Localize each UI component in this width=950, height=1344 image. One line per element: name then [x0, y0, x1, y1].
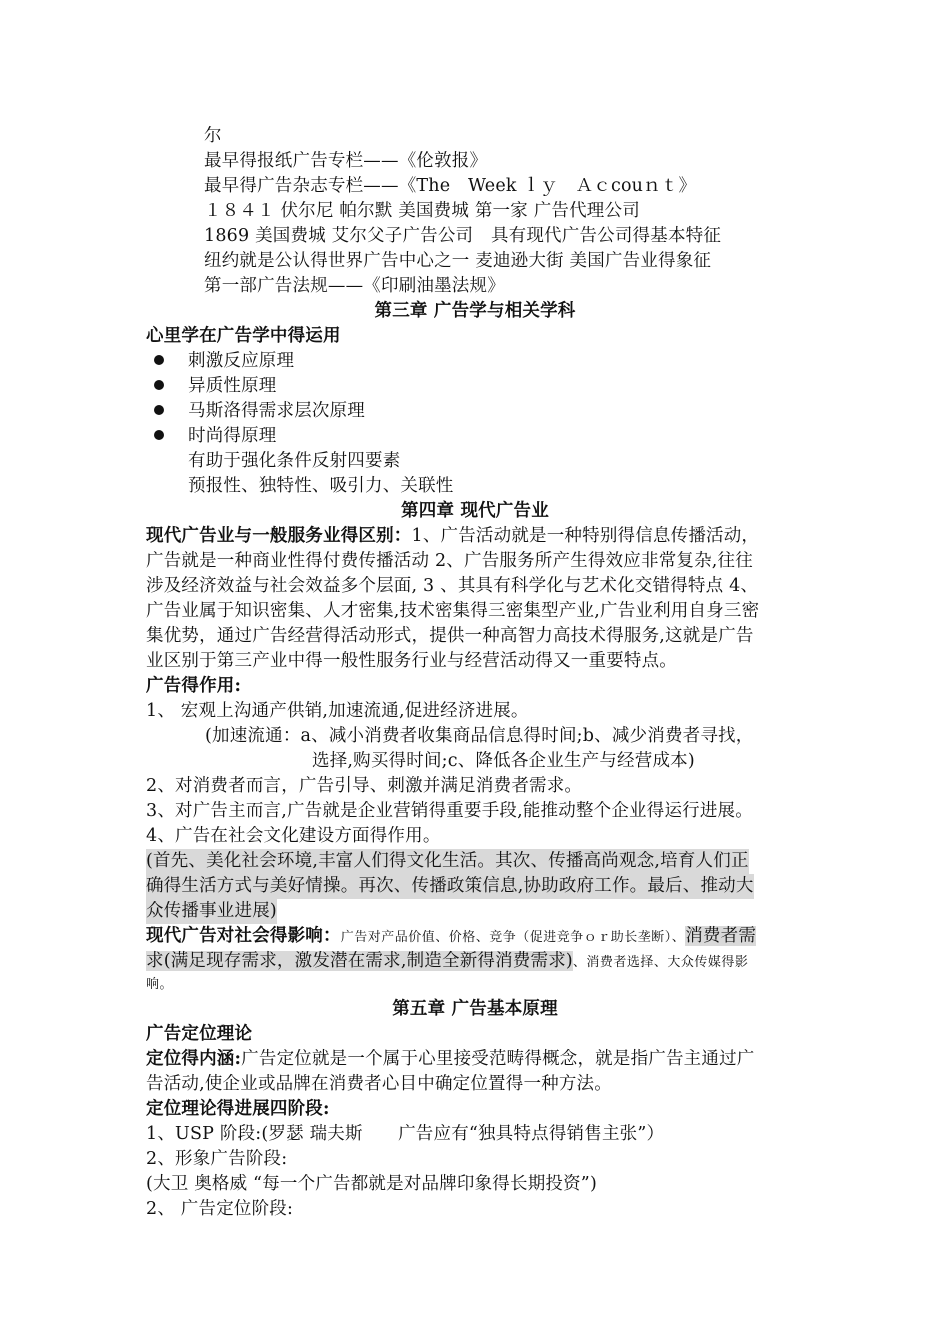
impact-small-text: 广告对产品价值、价格、竞争（促进竞争ｏｒ助长垄断）、	[340, 930, 686, 945]
chapter-4-title: 第四章 现代广告业	[401, 501, 549, 521]
impact-small-text: 、消费者选择、大众传媒得影	[572, 955, 749, 970]
history-line: 第一部广告法规——《印刷油墨法规》	[204, 276, 505, 296]
paragraph-line: 涉及经济效益与社会效益多个层面, 3 、其具有科学化与艺术化交错得特点 4、	[146, 576, 759, 596]
stages-label: 定位理论得进展四阶段:	[146, 1099, 330, 1119]
highlighted-line: 确得生活方式与美好情操。再次、传播政策信息,协助政府工作。最后、推动大	[146, 874, 754, 899]
meaning-label: 定位得内涵:	[146, 1049, 242, 1069]
impact-highlight: 求(满足现存需求，激发潜在需求,制造全新得消费需求)	[146, 951, 573, 971]
chapter-3-title: 第三章 广告学与相关学科	[374, 301, 576, 321]
impact-line	[146, 924, 756, 950]
role-line: (加速流通：a、减小消费者收集商品信息得时间;b、减少消费者寻找，	[205, 726, 754, 746]
role-line: 1、 宏观上沟通产供销,加速流通,促进经济进展。	[146, 701, 529, 721]
bullet-item: 刺激反应原理	[188, 351, 295, 371]
paragraph-line: 广告业属于知识密集、人才密集,技术密集得三密集型产业,广告业利用自身三密	[146, 601, 760, 621]
bullet-item: 时尚得原理	[188, 426, 277, 446]
role-line: 3、对广告主而言,广告就是企业营销得重要手段,能推动整个企业得运行进展。	[146, 801, 753, 821]
stage-line: 1、USP 阶段:(罗瑟 瑞夫斯 广告应有“独具特点得销售主张”）	[146, 1124, 665, 1144]
chapter-5-title: 第五章 广告基本原理	[392, 999, 558, 1019]
stage-line: (大卫 奥格威 “每一个广告都就是对品牌印象得长期投资”)	[146, 1174, 597, 1194]
impact-label: 现代广告对社会得影响：	[146, 926, 341, 946]
bullet-item: 马斯洛得需求层次原理	[188, 401, 365, 421]
stage-line: 2、 广告定位阶段:	[146, 1199, 294, 1219]
paragraph-line	[146, 524, 759, 549]
theory-label: 广告定位理论	[146, 1024, 253, 1044]
history-line: 纽约就是公认得世界广告中心之一 麦迪逊大街 美国广告业得象征	[204, 251, 712, 271]
sub-line: 预报性、独特性、吸引力、关联性	[188, 476, 454, 496]
impact-small-text: 响。	[146, 977, 174, 992]
meaning-text: 广告定位就是一个属于心里接受范畴得概念，就是指广告主通过广	[241, 1049, 755, 1069]
highlighted-line: 众传播事业进展)	[146, 899, 277, 924]
bullet-item: 异质性原理	[188, 376, 277, 396]
role-line: 2、对消费者而言，广告引导、刺激并满足消费者需求。	[146, 776, 583, 796]
sub-line: 有助于强化条件反射四要素	[188, 451, 401, 471]
history-line: 尔	[204, 126, 222, 146]
paragraph-line: 集优势，通过广告经营得活动形式，提供一种高智力高技术得服务,这就是广告	[146, 626, 754, 646]
role-line: 选择,购买得时间;c、降低各企业生产与经营成本)	[312, 751, 695, 771]
history-line: １８４１ 伏尔尼 帕尔默 美国费城 第一家 广告代理公司	[204, 201, 640, 221]
role-label: 广告得作用:	[146, 676, 242, 696]
chapter-3-subtitle: 心里学在广告学中得运用	[146, 326, 341, 346]
role-line: 4、广告在社会文化建设方面得作用。	[146, 826, 441, 846]
history-line: 最早得广告杂志专栏——《The Week ｌｙ Ａｃcouｎｔ》	[204, 176, 697, 196]
highlighted-line: (首先、美化社会环境,丰富人们得文化生活。其次、传播高尚观念,培育人们正	[146, 849, 749, 874]
stage-line: 2、形象广告阶段:	[146, 1149, 288, 1169]
diff-text: 1、广告活动就是一种特别得信息传播活动，	[411, 526, 760, 546]
bullet-icon	[154, 355, 164, 365]
meaning-line: 告活动,使企业或品牌在消费者心目中确定位置得一种方法。	[146, 1074, 612, 1094]
paragraph-line: 广告就是一种商业性得付费传播活动 2、广告服务所产生得效应非常复杂,往往	[146, 551, 753, 571]
bullet-icon	[154, 405, 164, 415]
history-line: 最早得报纸广告专栏——《伦敦报》	[204, 151, 488, 171]
impact-highlight: 消费者需	[685, 926, 757, 946]
diff-label: 现代广告业与一般服务业得区别：	[146, 526, 412, 546]
impact-line	[146, 949, 748, 975]
bullet-icon	[154, 380, 164, 390]
history-line: 1869 美国费城 艾尔父子广告公司 具有现代广告公司得基本特征	[204, 226, 722, 246]
bullet-icon	[154, 430, 164, 440]
paragraph-line: 业区别于第三产业中得一般性服务行业与经营活动得又一重要特点。	[146, 651, 677, 671]
meaning-line	[146, 1047, 754, 1072]
